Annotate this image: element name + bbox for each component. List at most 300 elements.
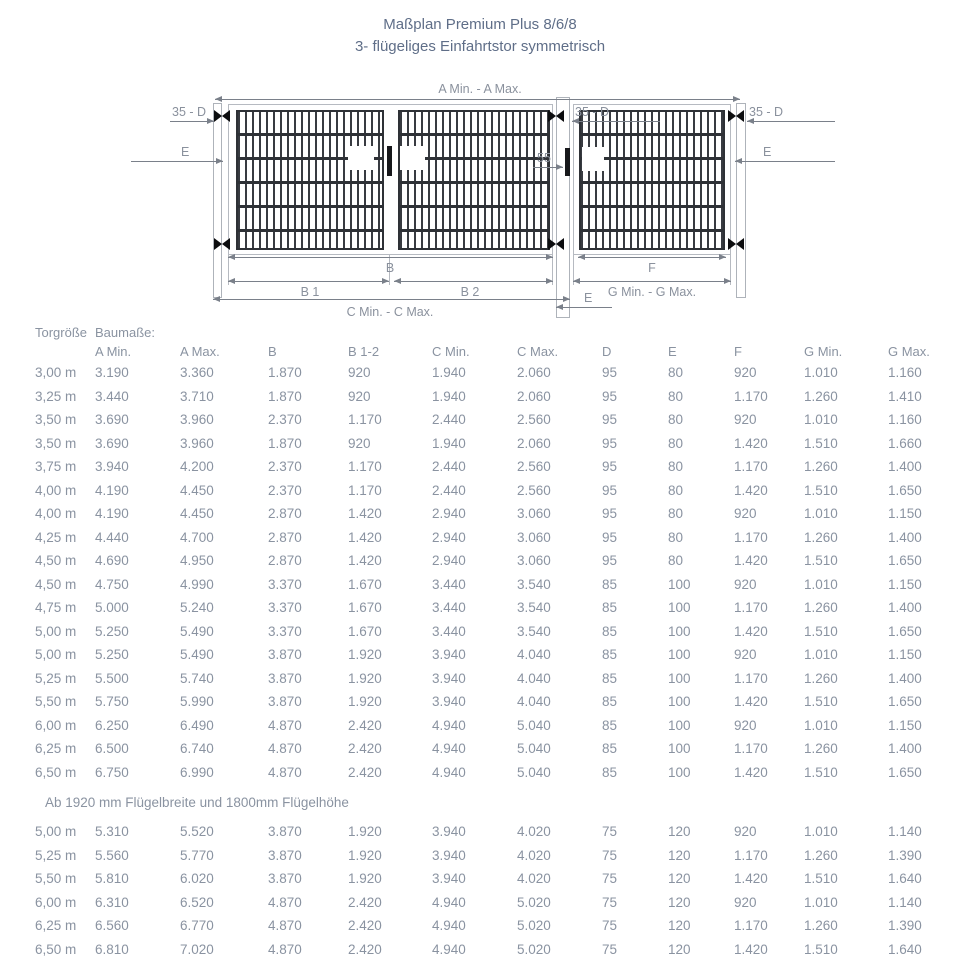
col-header-g-min: G Min. (804, 344, 843, 359)
table-cell: 920 (734, 506, 757, 522)
table-cell: 3.060 (517, 529, 551, 545)
table-cell: 2.440 (432, 482, 466, 498)
table-cell: 3.360 (180, 365, 214, 381)
table-cell: 4,50 m (35, 576, 77, 592)
table-cell: 5,25 m (35, 847, 77, 863)
table-cell: 1.870 (268, 435, 302, 451)
dim-line-d-right (747, 121, 835, 122)
table-cell: 1.260 (804, 847, 838, 863)
table-cell: 80 (668, 482, 684, 498)
table-cell: 3.440 (432, 600, 466, 616)
table-cell: 80 (668, 412, 684, 428)
table-cell: 2.420 (348, 894, 382, 910)
table-cell: 6.490 (180, 717, 214, 733)
table-cell: 2.870 (268, 529, 302, 545)
table-cell: 3,25 m (35, 388, 77, 404)
dim-label-f: F (648, 261, 656, 275)
table-cell: 1.150 (888, 717, 922, 733)
table-cell: 920 (348, 365, 371, 381)
table-cell: 5.810 (95, 871, 129, 887)
table-cell: 4.870 (268, 717, 302, 733)
table-cell: 920 (348, 435, 371, 451)
table-cell: 3,75 m (35, 459, 77, 475)
table-cell: 920 (734, 717, 757, 733)
table-cell: 3.940 (432, 694, 466, 710)
table-cell: 5.040 (517, 764, 551, 780)
table-cell: 3.440 (432, 576, 466, 592)
dim-line-g (573, 281, 731, 282)
table-cell: 3.370 (268, 623, 302, 639)
table-cell: 920 (734, 365, 757, 381)
col-group-spacer (180, 322, 948, 342)
table-cell: 1.260 (804, 388, 838, 404)
table-cell: 3.690 (95, 412, 129, 428)
table-cell: 5.560 (95, 847, 129, 863)
table-note: Ab 1920 mm Flügelbreite und 1800mm Flügelhöhe (45, 794, 349, 810)
table-cell: 1.420 (734, 482, 768, 498)
table-cell: 1.920 (348, 694, 382, 710)
table-cell: 4.940 (432, 717, 466, 733)
page-subtitle: 3- flügeliges Einfahrtstor symmetrisch (354, 38, 606, 55)
table-cell: 5.500 (95, 670, 129, 686)
table-cell: 3.710 (180, 388, 214, 404)
table-cell: 5,00 m (35, 824, 77, 840)
gate-post-middle (556, 97, 570, 318)
table-cell: 1.260 (804, 600, 838, 616)
table-cell: 6.810 (95, 941, 129, 957)
table-row (35, 573, 948, 597)
col-header-c-max: C Max. (517, 344, 559, 359)
dim-label-b: B (385, 261, 395, 275)
table-cell: 5.020 (517, 894, 551, 910)
table-cell: 1.010 (804, 576, 838, 592)
table-cell: 1.400 (888, 600, 922, 616)
dim-line-f (578, 257, 726, 258)
table-cell: 1.870 (268, 365, 302, 381)
dim-label-e-right: E (763, 145, 772, 159)
table-cell: 80 (668, 365, 684, 381)
table-cell: 95 (602, 365, 618, 381)
table-cell: 3.540 (517, 576, 551, 592)
table-cell: 4.870 (268, 918, 302, 934)
table-cell: 1.390 (888, 847, 922, 863)
table-cell: 5,00 m (35, 623, 77, 639)
table-cell: 1.170 (348, 459, 382, 475)
table-cell: 1.510 (804, 623, 838, 639)
table-cell: 4.700 (180, 529, 214, 545)
hinge-icon (548, 110, 564, 122)
table-cell: 80 (668, 459, 684, 475)
table-cell: 2.870 (268, 553, 302, 569)
table-cell: 1.260 (804, 741, 838, 757)
table-row (35, 761, 948, 785)
table-cell: 1.420 (734, 764, 768, 780)
table-cell: 3.190 (95, 365, 129, 381)
table-cell: 5.750 (95, 694, 129, 710)
table-cell: 5.520 (180, 824, 214, 840)
table-cell: 80 (668, 435, 684, 451)
table-cell: 85 (602, 717, 618, 733)
table-cell: 1.400 (888, 741, 922, 757)
table-cell: 95 (602, 459, 618, 475)
table-row (35, 643, 948, 667)
table-cell: 85 (602, 670, 618, 686)
table-row (35, 914, 948, 938)
table-cell: 3.870 (268, 647, 302, 663)
table-cell: 100 (668, 576, 691, 592)
table-cell: 6.250 (95, 717, 129, 733)
table-row (35, 549, 948, 573)
table-cell: 4.450 (180, 482, 214, 498)
table-cell: 1.420 (348, 553, 382, 569)
col-header-a-min: A Min. (95, 344, 132, 359)
table-cell: 95 (602, 553, 618, 569)
table-cell: 3.940 (432, 847, 466, 863)
table-row (35, 432, 948, 456)
table-cell: 100 (668, 600, 691, 616)
table-cell: 1.010 (804, 894, 838, 910)
table-cell: 100 (668, 694, 691, 710)
table-cell: 4.870 (268, 894, 302, 910)
table-cell: 1.010 (804, 647, 838, 663)
table-cell: 1.170 (348, 482, 382, 498)
table-cell: 2.060 (517, 435, 551, 451)
col-header-c-min: C Min. (432, 344, 470, 359)
table-cell: 1.170 (734, 741, 768, 757)
dim-label-d-mid: 35 - D (575, 105, 610, 119)
table-cell: 3.870 (268, 871, 302, 887)
table-cell: 4.200 (180, 459, 214, 475)
table-cell: 1.670 (348, 576, 382, 592)
table-cell: 1.170 (734, 388, 768, 404)
table-cell: 85 (602, 764, 618, 780)
table-cell: 4,00 m (35, 482, 77, 498)
table-cell: 85 (602, 576, 618, 592)
dim-line-d-left (170, 121, 214, 122)
latch-notch (348, 146, 374, 170)
table-cell: 3,50 m (35, 435, 77, 451)
table-cell: 1.420 (348, 529, 382, 545)
table-cell: 120 (668, 871, 691, 887)
table-row (35, 596, 948, 620)
table-cell: 120 (668, 941, 691, 957)
table-cell: 4.870 (268, 764, 302, 780)
col-header-b: B (268, 344, 277, 359)
table-cell: 85 (602, 647, 618, 663)
table-cell: 4.020 (517, 847, 551, 863)
table-cell: 2.560 (517, 459, 551, 475)
table-cell: 1.010 (804, 365, 838, 381)
table-cell: 75 (602, 847, 618, 863)
table-cell: 3.370 (268, 600, 302, 616)
table-cell: 1.650 (888, 482, 922, 498)
table-cell: 5,50 m (35, 871, 77, 887)
table-cell: 1.150 (888, 506, 922, 522)
table-cell: 2.940 (432, 506, 466, 522)
col-header-a-max: A Max. (180, 344, 220, 359)
table-cell: 1.920 (348, 871, 382, 887)
lock-bar (565, 148, 570, 176)
table-cell: 4.440 (95, 529, 129, 545)
table-cell: 85 (602, 600, 618, 616)
table-cell: 3.940 (432, 647, 466, 663)
note-row (35, 784, 948, 820)
table-cell: 5,00 m (35, 647, 77, 663)
table-cell: 2.420 (348, 918, 382, 934)
table-cell: 75 (602, 824, 618, 840)
table-cell: 1.650 (888, 694, 922, 710)
table-cell: 1.010 (804, 412, 838, 428)
gate-diagram (0, 0, 960, 325)
table-cell: 1.150 (888, 647, 922, 663)
table-cell: 5.740 (180, 670, 214, 686)
table-cell: 3,00 m (35, 365, 77, 381)
dim-label-e-bottom: E (584, 291, 593, 305)
table-cell: 4.940 (432, 741, 466, 757)
table-row (35, 620, 948, 644)
table-cell: 3.870 (268, 670, 302, 686)
dim-label-b2: B 2 (460, 285, 480, 299)
table-cell: 1.870 (268, 388, 302, 404)
table-cell: 4.940 (432, 764, 466, 780)
table-cell: 3.540 (517, 623, 551, 639)
table-cell: 4.870 (268, 741, 302, 757)
table-cell: 1.170 (734, 847, 768, 863)
table-section-2 (35, 820, 948, 961)
dim-label-d-left: 35 - D (172, 105, 207, 119)
table-row (35, 361, 948, 385)
table-cell: 3.440 (95, 388, 129, 404)
table-cell: 3.370 (268, 576, 302, 592)
table-cell: 6.740 (180, 741, 214, 757)
table-cell: 2.420 (348, 741, 382, 757)
table-cell: 3,50 m (35, 412, 77, 428)
table-cell: 920 (734, 894, 757, 910)
table-cell: 120 (668, 824, 691, 840)
table-cell: 6,00 m (35, 894, 77, 910)
col-header-f: F (734, 344, 742, 359)
table-cell: 1.640 (888, 871, 922, 887)
table-cell: 2.370 (268, 459, 302, 475)
table-cell: 4.190 (95, 482, 129, 498)
table-cell: 2.370 (268, 482, 302, 498)
table-cell: 2.420 (348, 941, 382, 957)
table-cell: 920 (734, 576, 757, 592)
table-cell: 1.420 (734, 941, 768, 957)
hinge-icon (728, 110, 744, 122)
table-cell: 1.400 (888, 529, 922, 545)
table-cell: 4.940 (432, 918, 466, 934)
table-cell: 4.750 (95, 576, 129, 592)
table-cell: 1.420 (734, 435, 768, 451)
table-cell: 6,00 m (35, 717, 77, 733)
gate-wing-3 (579, 110, 725, 250)
table-row (35, 820, 948, 844)
dimensions-table (35, 322, 948, 961)
table-cell: 95 (602, 506, 618, 522)
table-cell: 2.440 (432, 412, 466, 428)
table-cell: 5.020 (517, 941, 551, 957)
table-cell: 1.650 (888, 623, 922, 639)
dim-label-c: C Min. - C Max. (346, 305, 434, 319)
table-cell: 1.170 (734, 459, 768, 475)
table-cell: 80 (668, 553, 684, 569)
table-cell: 4.020 (517, 824, 551, 840)
table-cell: 6,25 m (35, 741, 77, 757)
table-cell: 1.420 (734, 871, 768, 887)
gate-post-right (736, 103, 746, 298)
table-cell: 6.750 (95, 764, 129, 780)
table-cell: 1.420 (734, 623, 768, 639)
table-cell: 7.020 (180, 941, 214, 957)
table-cell: 120 (668, 847, 691, 863)
table-cell: 2.420 (348, 764, 382, 780)
table-cell: 1.940 (432, 388, 466, 404)
table-cell: 95 (602, 435, 618, 451)
table-cell: 6.310 (95, 894, 129, 910)
table-cell: 1.140 (888, 894, 922, 910)
table-cell: 2.870 (268, 506, 302, 522)
dim-line-e-left (131, 161, 223, 162)
table-cell: 1.640 (888, 941, 922, 957)
table-cell: 2.940 (432, 553, 466, 569)
table-cell: 2.940 (432, 529, 466, 545)
table-cell: 1.170 (734, 918, 768, 934)
table-cell: 3.870 (268, 847, 302, 863)
table-cell: 95 (602, 412, 618, 428)
table-row (35, 408, 948, 432)
table-cell: 95 (602, 529, 618, 545)
table-cell: 1.150 (888, 576, 922, 592)
table-cell: 75 (602, 894, 618, 910)
dim-line-e-bottom (556, 307, 612, 308)
table-cell: 6.020 (180, 871, 214, 887)
col-header-blank (35, 342, 95, 361)
table-cell: 1.410 (888, 388, 922, 404)
table-cell: 3.940 (432, 824, 466, 840)
dim-line-b1 (228, 281, 389, 282)
table-cell: 2.060 (517, 388, 551, 404)
hinge-icon (214, 110, 230, 122)
table-cell: 1.260 (804, 918, 838, 934)
table-cell: 1.390 (888, 918, 922, 934)
table-cell: 5,50 m (35, 694, 77, 710)
table-cell: 6,50 m (35, 764, 77, 780)
dim-label-e-left: E (181, 145, 190, 159)
table-cell: 3.960 (180, 412, 214, 428)
table-cell: 85 (602, 741, 618, 757)
table-cell: 1.510 (804, 764, 838, 780)
dim-line-a (215, 99, 740, 100)
latch-notch (400, 146, 425, 170)
table-cell: 5,25 m (35, 670, 77, 686)
table-cell: 1.160 (888, 412, 922, 428)
table-cell: 6,50 m (35, 941, 77, 957)
dim-label-55: 55 (537, 151, 551, 165)
table-cell: 920 (734, 647, 757, 663)
table-cell: 100 (668, 647, 691, 663)
table-row (35, 690, 948, 714)
table-cell: 1.260 (804, 670, 838, 686)
table-cell: 1.920 (348, 647, 382, 663)
table-cell: 4.950 (180, 553, 214, 569)
dim-line-e-right (735, 161, 835, 162)
gate-post-left (213, 103, 222, 298)
table-cell: 1.920 (348, 824, 382, 840)
dim-line-c (213, 299, 570, 300)
dim-label-a: A Min. - A Max. (438, 82, 522, 96)
table-cell: 1.420 (734, 553, 768, 569)
table-cell: 6.990 (180, 764, 214, 780)
table-cell: 1.260 (804, 459, 838, 475)
table-cell: 1.260 (804, 529, 838, 545)
table-cell: 2.060 (517, 365, 551, 381)
hinge-icon (214, 238, 230, 250)
table-cell: 5.250 (95, 623, 129, 639)
dim-label-d-right: 35 - D (749, 105, 784, 119)
table-cell: 95 (602, 482, 618, 498)
table-cell: 3.870 (268, 694, 302, 710)
table-cell: 1.400 (888, 459, 922, 475)
dim-line-55 (533, 167, 563, 168)
table-cell: 2.420 (348, 717, 382, 733)
table-cell: 4.940 (432, 894, 466, 910)
table-row (35, 479, 948, 503)
table-cell: 4,00 m (35, 506, 77, 522)
table-cell: 4,50 m (35, 553, 77, 569)
table-cell: 1.670 (348, 623, 382, 639)
hinge-icon (728, 238, 744, 250)
table-row (35, 526, 948, 550)
table-cell: 2.560 (517, 412, 551, 428)
latch-notch (582, 147, 604, 171)
table-cell: 120 (668, 918, 691, 934)
table-cell: 5.040 (517, 741, 551, 757)
table-cell: 4.040 (517, 670, 551, 686)
hinge-icon (548, 238, 564, 250)
gate-wing-1 (236, 110, 384, 250)
table-cell: 3.060 (517, 506, 551, 522)
table-row (35, 714, 948, 738)
table-cell: 3.440 (432, 623, 466, 639)
table-cell: 85 (602, 694, 618, 710)
table-cell: 920 (734, 824, 757, 840)
table-cell: 1.650 (888, 553, 922, 569)
table-cell: 4.020 (517, 871, 551, 887)
table-cell: 1.650 (888, 764, 922, 780)
table-cell: 85 (602, 623, 618, 639)
table-cell: 4.690 (95, 553, 129, 569)
table-cell: 1.920 (348, 847, 382, 863)
table-cell: 1.670 (348, 600, 382, 616)
table-row (35, 455, 948, 479)
table-cell: 5.020 (517, 918, 551, 934)
table-cell: 4.940 (432, 941, 466, 957)
dim-line-b (228, 257, 553, 258)
table-cell: 6,25 m (35, 918, 77, 934)
table-cell: 920 (348, 388, 371, 404)
table-cell: 100 (668, 623, 691, 639)
table-cell: 5.310 (95, 824, 129, 840)
table-cell: 100 (668, 670, 691, 686)
table-cell: 100 (668, 717, 691, 733)
table-row (35, 737, 948, 761)
table-cell: 75 (602, 871, 618, 887)
table-cell: 4.190 (95, 506, 129, 522)
table-cell: 3.940 (95, 459, 129, 475)
table-row (35, 867, 948, 891)
table-note-section (35, 784, 948, 820)
